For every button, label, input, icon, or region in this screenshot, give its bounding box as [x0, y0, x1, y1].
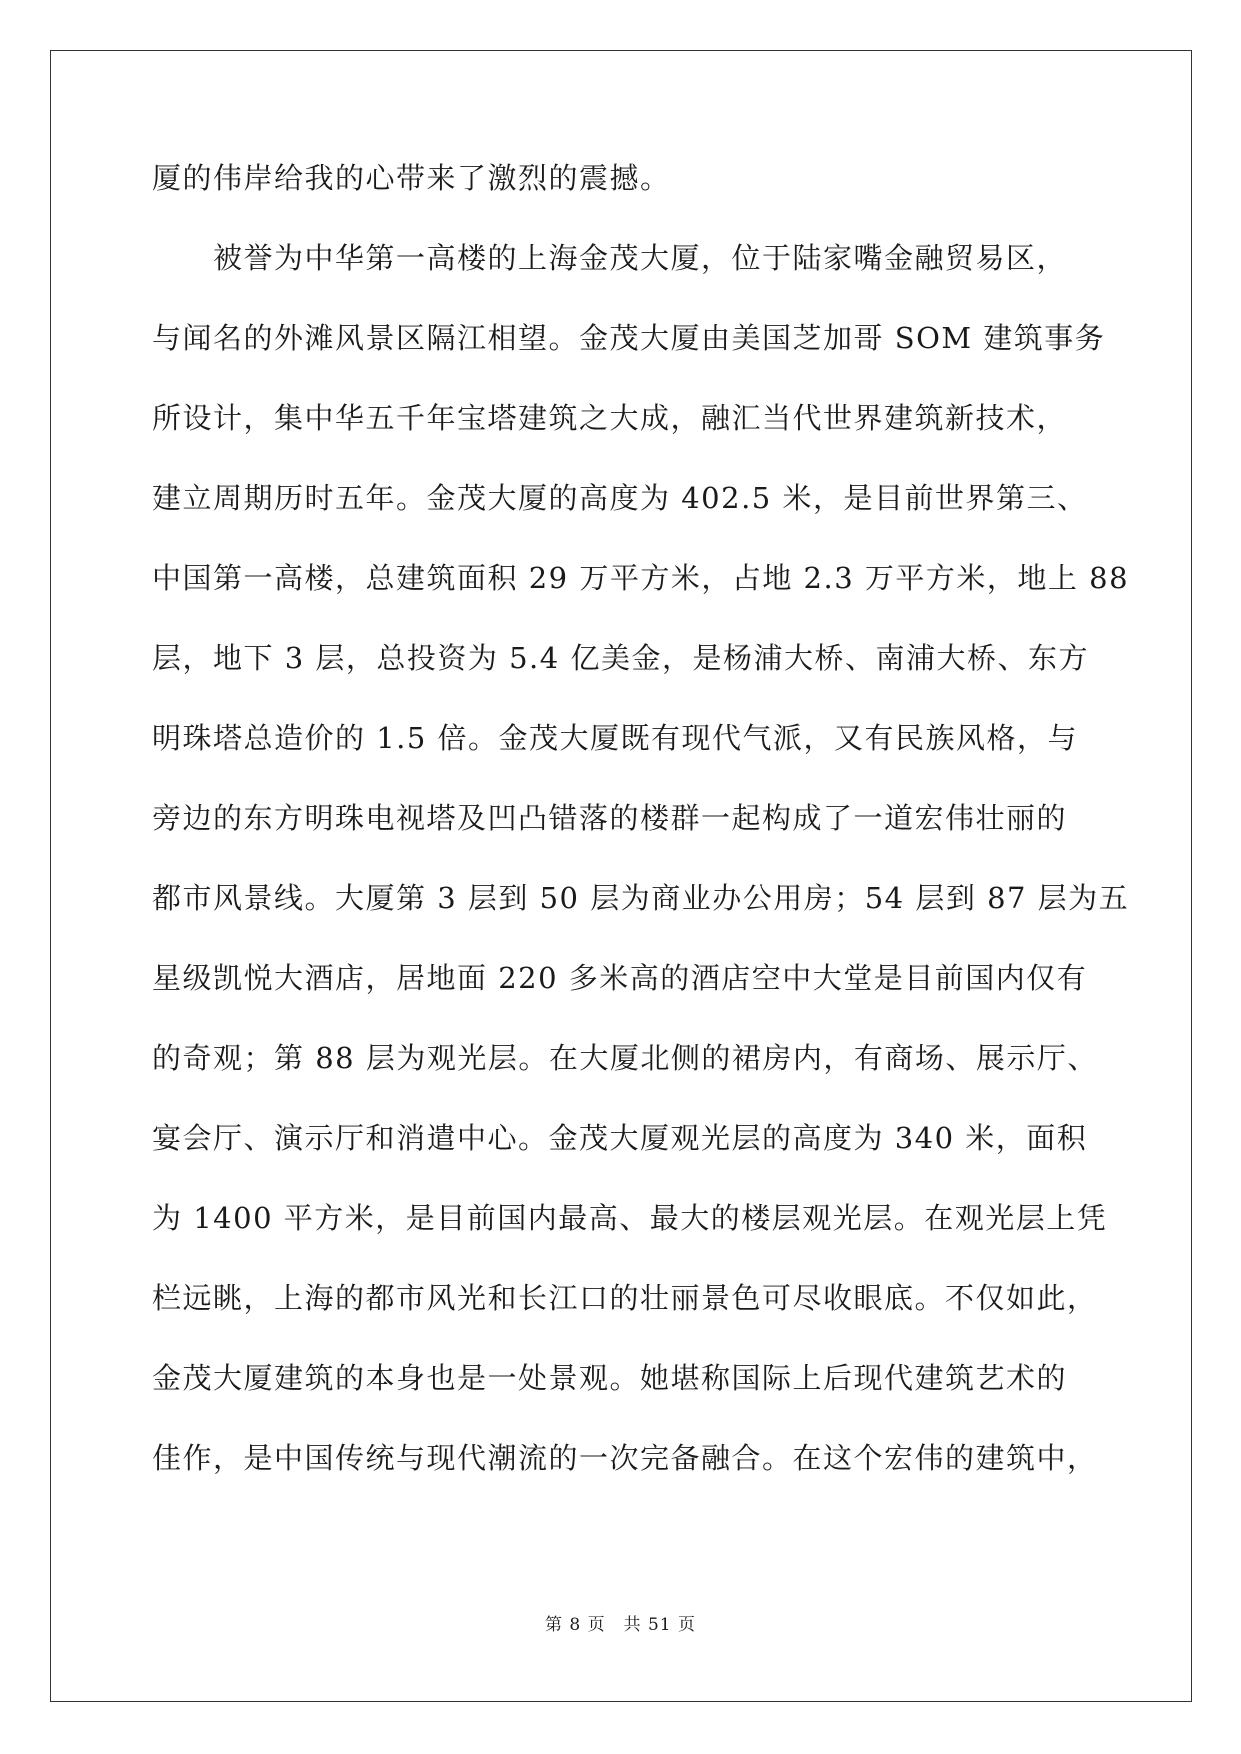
text-line: 与闻名的外滩风景区隔江相望。金茂大厦由美国芝加哥 SOM 建筑事务: [152, 321, 1106, 355]
text-line: 中国第一高楼，总建筑面积 29 万平方米，占地 2.3 万平方米，地上 88: [152, 561, 1130, 595]
text-line: 的奇观；第 88 层为观光层。在大厦北侧的裙房内，有商场、展示厅、: [152, 1041, 1098, 1075]
text-line: 为 1400 平方米，是目前国内最高、最大的楼层观光层。在观光层上凭: [152, 1201, 1108, 1235]
body-text: [152, 158, 1130, 1518]
text-line: 被誉为中华第一高楼的上海金茂大厦，位于陆家嘴金融贸易区，: [152, 241, 1068, 275]
text-line: 佳作，是中国传统与现代潮流的一次完备融合。在这个宏伟的建筑中，: [152, 1441, 1098, 1475]
text-line: 星级凯悦大酒店，居地面 220 多米高的酒店空中大堂是目前国内仅有: [152, 961, 1088, 995]
text-line: 金茂大厦建筑的本身也是一处景观。她堪称国际上后现代建筑艺术的: [152, 1361, 1068, 1395]
text-line: 都市风景线。大厦第 3 层到 50 层为商业办公用房；54 层到 87 层为五: [152, 881, 1130, 915]
text-line: 旁边的东方明珠电视塔及凹凸错落的楼群一起构成了一道宏伟壮丽的: [152, 801, 1068, 835]
text-line: 建立周期历时五年。金茂大厦的高度为 402.5 米，是目前世界第三、: [152, 481, 1088, 515]
text-line: 所设计，集中华五千年宝塔建筑之大成，融汇当代世界建筑新技术，: [152, 401, 1068, 435]
text-line: 栏远眺，上海的都市风光和长江口的壮丽景色可尽收眼底。不仅如此，: [152, 1281, 1098, 1315]
text-line: 厦的伟岸给我的心带来了激烈的震撼。: [152, 161, 671, 195]
page-number-footer: 第 8 页 共 51 页: [544, 1615, 697, 1635]
text-line: 明珠塔总造价的 1.5 倍。金茂大厦既有现代气派，又有民族风格，与: [152, 721, 1079, 755]
text-line: 层，地下 3 层，总投资为 5.4 亿美金，是杨浦大桥、南浦大桥、东方: [152, 641, 1089, 675]
text-line: 宴会厅、演示厅和消遣中心。金茂大厦观光层的高度为 340 米，面积: [152, 1121, 1088, 1155]
